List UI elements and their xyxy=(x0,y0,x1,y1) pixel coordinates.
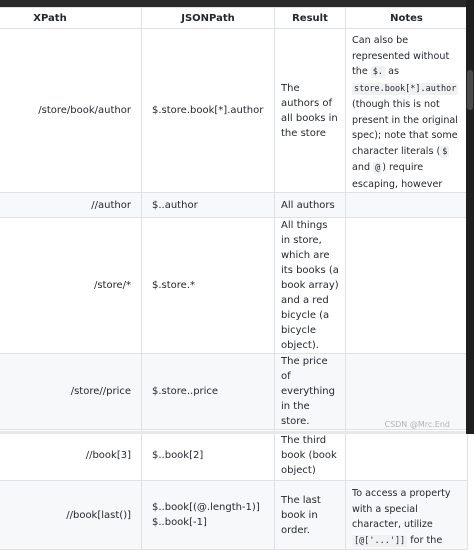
header-notes: Notes xyxy=(346,8,468,29)
cell-result: The authors of all books in the store xyxy=(275,29,346,193)
notes-code: @ xyxy=(375,163,381,173)
cell-result: The price of everything in the store. xyxy=(275,354,346,430)
cell-xpath: //author xyxy=(0,193,142,218)
cell-result: The third book (book object) xyxy=(275,430,346,481)
cell-jsonpath: $.store..price xyxy=(142,354,275,430)
vertical-scrollbar[interactable] xyxy=(466,0,474,434)
header-xpath: XPath xyxy=(0,8,142,29)
xpath-jsonpath-table xyxy=(0,7,468,550)
notes-text: and xyxy=(352,162,374,173)
cell-jsonpath: $.store.* xyxy=(142,218,275,354)
table-row xyxy=(0,354,468,430)
cell-notes xyxy=(346,430,468,481)
table-row xyxy=(0,29,468,193)
table-row xyxy=(0,481,468,550)
cell-notes xyxy=(346,218,468,354)
notes-code: [@['...']] xyxy=(354,535,406,546)
cell-xpath: /store/book/author xyxy=(0,29,142,193)
jsonpath-line: $..book[-1] xyxy=(152,517,207,528)
watermark: CSDN @Mrc.End xyxy=(384,420,450,429)
scrollbar-thumb[interactable] xyxy=(467,70,473,110)
cell-notes xyxy=(346,29,468,193)
jsonpath-line: $..book[(@.length-1)] xyxy=(152,502,260,513)
notes-text: ) require escaping, however xyxy=(352,162,443,190)
table-row xyxy=(0,218,468,354)
notes-code: $ xyxy=(442,146,448,157)
header-jsonpath: JSONPath xyxy=(142,8,275,29)
table-header-row xyxy=(0,8,468,29)
notes-text: To access a property with a special character, utilize xyxy=(352,488,451,530)
cell-notes xyxy=(346,193,468,218)
cell-result: The last book in order. xyxy=(275,481,346,550)
cell-xpath: /store//price xyxy=(0,354,142,430)
cell-jsonpath: $..book[2] xyxy=(142,430,275,481)
notes-text: Can also be represented without the xyxy=(352,35,450,77)
notes-text: for the xyxy=(407,534,443,546)
cell-jsonpath xyxy=(142,481,275,550)
notes-text: as xyxy=(385,66,399,77)
cell-notes xyxy=(346,354,468,430)
notes-code: $. xyxy=(372,67,384,77)
notes-text: (though this is not present in the original spec); note that some character literals ( xyxy=(352,99,458,157)
cell-xpath: /store/* xyxy=(0,218,142,354)
header-result: Result xyxy=(275,8,346,29)
cell-xpath: //book[3] xyxy=(0,430,142,481)
cell-xpath: //book[last()] xyxy=(0,481,142,550)
cell-jsonpath: $..author xyxy=(142,193,275,218)
table-row xyxy=(0,193,468,218)
cell-notes xyxy=(346,481,468,550)
cell-result: All things in store, which are its books (a book array) and a red bicycle (a bicycle object). xyxy=(275,218,346,354)
top-dark-bar xyxy=(0,0,474,7)
cell-jsonpath: $.store.book[*].author xyxy=(142,29,275,193)
cell-result: All authors xyxy=(275,193,346,218)
notes-code: store.book[*].author xyxy=(354,83,457,94)
horizontal-scrollbar[interactable] xyxy=(0,431,466,434)
table-row xyxy=(0,430,468,481)
